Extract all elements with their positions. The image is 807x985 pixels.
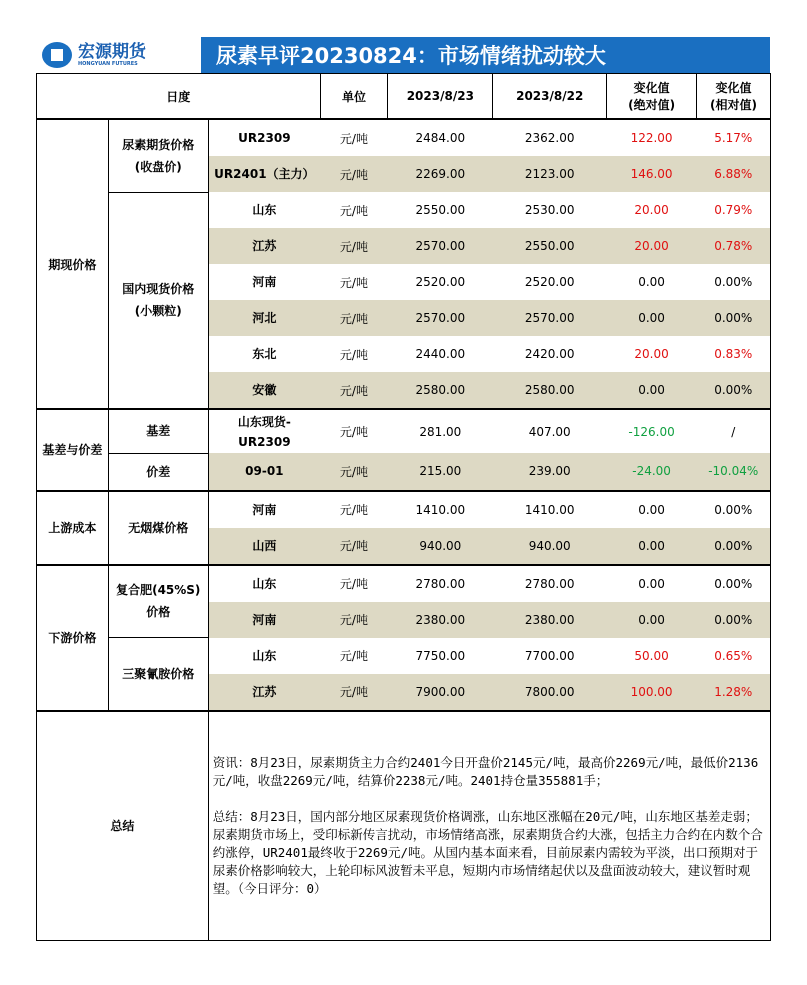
rel-change: 0.79% (697, 192, 771, 228)
unit: 元/吨 (339, 347, 368, 362)
rel-change: 0.00% (697, 372, 771, 409)
rel-change: 0.00% (697, 602, 771, 638)
logo-text: 宏源期货 (78, 42, 146, 62)
header-date2: 2023/8/22 (493, 74, 607, 120)
logo-icon (42, 42, 72, 68)
rel-change: 0.00% (697, 528, 771, 565)
item-name: 河南 (208, 491, 320, 528)
unit: 元/吨 (320, 156, 388, 192)
rel-change: 0.00% (697, 264, 771, 300)
value-date2: 7800.00 (493, 674, 607, 711)
value-date1: 1410.00 (388, 491, 493, 528)
unit: 元/吨 (339, 275, 368, 290)
value-date2: 1410.00 (493, 491, 607, 528)
unit: 元/吨 (320, 119, 388, 156)
rel-change: 0.78% (697, 228, 771, 264)
value-date1: 2570.00 (388, 228, 493, 264)
summary-conclusion: 总结：8月23日，国内部分地区尿素现货价格调涨，山东地区涨幅在20元/吨，山东地区基差走弱；尿素期货市场上，受印标新传言扰动，市场情绪高涨，尿素期货合约大涨，包括主力合约在内数个合约涨停，UR2401最终收于2269元/吨。从国内基本面来看，目前尿素内需较为平淡，出口预期对于尿素价格影响较大，上轮印标风波暂未平息，短期内市场情绪起伏以及盘面波动较大，建议暂时观望。（今日评分：0） (212, 808, 763, 896)
rel-change: -10.04% (697, 453, 771, 491)
report-banner (36, 37, 770, 73)
rel-change: 0.00% (697, 300, 771, 336)
abs-change: 100.00 (607, 674, 697, 711)
summary-news: 资讯：8月23日，尿素期货主力合约2401今日开盘价2145元/吨，最高价2269元/吨，最低价2136元/吨，收盘2269元/吨，结算价2238元/吨。2401持仓量355881手； (212, 754, 759, 788)
table-row (37, 453, 771, 491)
value-date1: 2484.00 (388, 119, 493, 156)
category-label: 基差与价差 (37, 409, 109, 491)
subcategory-label: 复合肥(45%S) 价格 (108, 565, 208, 638)
value-date2: 407.00 (493, 409, 607, 453)
abs-change: 0.00 (607, 602, 697, 638)
value-date2: 239.00 (493, 453, 607, 491)
rel-change: 6.88% (697, 156, 771, 192)
logo-subtext: HONGYUAN FUTURES (78, 61, 138, 67)
header-abs-change: 变化值 (绝对值) (607, 74, 697, 120)
value-date2: 2520.00 (524, 275, 575, 289)
table-row (37, 491, 771, 528)
header-period: 日度 (37, 74, 321, 120)
unit: 元/吨 (320, 228, 388, 264)
table-row (37, 565, 771, 602)
unit: 元/吨 (320, 674, 388, 711)
subcategory-label: 三聚氰胺价格 (108, 638, 208, 711)
subcategory-label: 基差 (108, 409, 208, 453)
summary-label: 总结 (37, 711, 209, 941)
item-name: 09-01 (208, 453, 320, 491)
abs-change: 20.00 (607, 228, 697, 264)
value-date2: 940.00 (493, 528, 607, 565)
unit: 元/吨 (320, 491, 388, 528)
subcategory-label: 尿素期货价格 (收盘价) (108, 119, 208, 192)
table-row (37, 119, 771, 156)
value-date2: 2362.00 (493, 119, 607, 156)
table-header (37, 74, 771, 120)
value-date2: 2530.00 (524, 203, 575, 217)
abs-change: 0.00 (607, 491, 697, 528)
company-logo (36, 37, 201, 73)
unit: 元/吨 (320, 565, 388, 602)
item-name: 江苏 (208, 674, 320, 711)
summary-text (208, 711, 770, 941)
table-row (37, 409, 771, 453)
abs-change: -126.00 (607, 409, 697, 453)
value-date1: 940.00 (388, 528, 493, 565)
rel-change: 0.00% (697, 565, 771, 602)
value-date1: 2780.00 (388, 565, 493, 602)
category-label: 期现价格 (37, 119, 109, 409)
subcategory-label: 无烟煤价格 (108, 491, 208, 565)
unit: 元/吨 (320, 300, 388, 336)
report-title: 尿素早评20230824：市场情绪扰动较大 (216, 44, 606, 68)
price-table (36, 73, 771, 941)
item-name: 河北 (208, 300, 320, 336)
rel-change: 5.17% (697, 119, 771, 156)
abs-change: 146.00 (607, 156, 697, 192)
item-name: 山东 (208, 565, 320, 602)
item-name: 安徽 (208, 372, 320, 409)
unit: 元/吨 (339, 649, 368, 663)
abs-change: 50.00 (634, 648, 669, 663)
item-name: UR2309 (208, 119, 320, 156)
value-date2: 2580.00 (493, 372, 607, 409)
rel-change: 0.65% (697, 638, 771, 674)
value-date2: 2123.00 (493, 156, 607, 192)
header-date1: 2023/8/23 (388, 74, 493, 120)
value-date1: 215.00 (388, 453, 493, 491)
abs-change: 0.00 (607, 372, 697, 409)
table-row (37, 638, 771, 674)
subcategory-label: 国内现货价格 (小颗粒) (108, 192, 208, 409)
unit: 元/吨 (320, 372, 388, 409)
item-name: UR2401（主力） (208, 156, 320, 192)
value-date2: 2780.00 (493, 565, 607, 602)
abs-change: 0.00 (607, 528, 697, 565)
item-name: 山东 (208, 192, 320, 228)
item-name: 山东 (208, 638, 320, 674)
table-row (37, 192, 771, 228)
value-date1: 2550.00 (415, 203, 466, 217)
value-date1: 2269.00 (388, 156, 493, 192)
abs-change: 20.00 (634, 347, 669, 361)
abs-change: 0.00 (607, 300, 697, 336)
value-date2: 2550.00 (493, 228, 607, 264)
unit: 元/吨 (320, 453, 388, 491)
value-date1: 2580.00 (388, 372, 493, 409)
value-date2: 2420.00 (524, 347, 575, 361)
category-label: 上游成本 (37, 491, 109, 565)
value-date1: 2520.00 (415, 275, 466, 289)
abs-change: 20.00 (634, 203, 669, 217)
rel-change: 0.00% (697, 491, 771, 528)
header-unit: 单位 (320, 74, 388, 120)
summary-row (37, 711, 771, 941)
rel-change: 1.28% (697, 674, 771, 711)
value-date1: 7750.00 (415, 648, 466, 663)
item-name: 山东现货- UR2309 (208, 409, 320, 453)
unit: 元/吨 (339, 203, 368, 218)
value-date2: 2570.00 (493, 300, 607, 336)
value-date1: 2440.00 (415, 347, 466, 361)
rel-change: 0.83% (697, 336, 771, 372)
value-date1: 2570.00 (388, 300, 493, 336)
abs-change: 122.00 (607, 119, 697, 156)
header-rel-change: 变化值 (相对值) (697, 74, 771, 120)
item-name: 河南 (208, 264, 320, 300)
value-date2: 2380.00 (493, 602, 607, 638)
value-date1: 281.00 (388, 409, 493, 453)
unit: 元/吨 (320, 409, 388, 453)
item-name: 东北 (208, 336, 320, 372)
item-name: 山西 (208, 528, 320, 565)
item-name: 江苏 (208, 228, 320, 264)
unit: 元/吨 (320, 528, 388, 565)
category-label: 下游价格 (37, 565, 109, 711)
value-date2: 7700.00 (524, 648, 575, 663)
value-date1: 2380.00 (388, 602, 493, 638)
abs-change: -24.00 (607, 453, 697, 491)
item-name: 河南 (208, 602, 320, 638)
abs-change: 0.00 (607, 565, 697, 602)
value-date1: 7900.00 (388, 674, 493, 711)
subcategory-label: 价差 (108, 453, 208, 491)
abs-change: 0.00 (638, 275, 665, 289)
unit: 元/吨 (320, 602, 388, 638)
rel-change: / (697, 409, 771, 453)
